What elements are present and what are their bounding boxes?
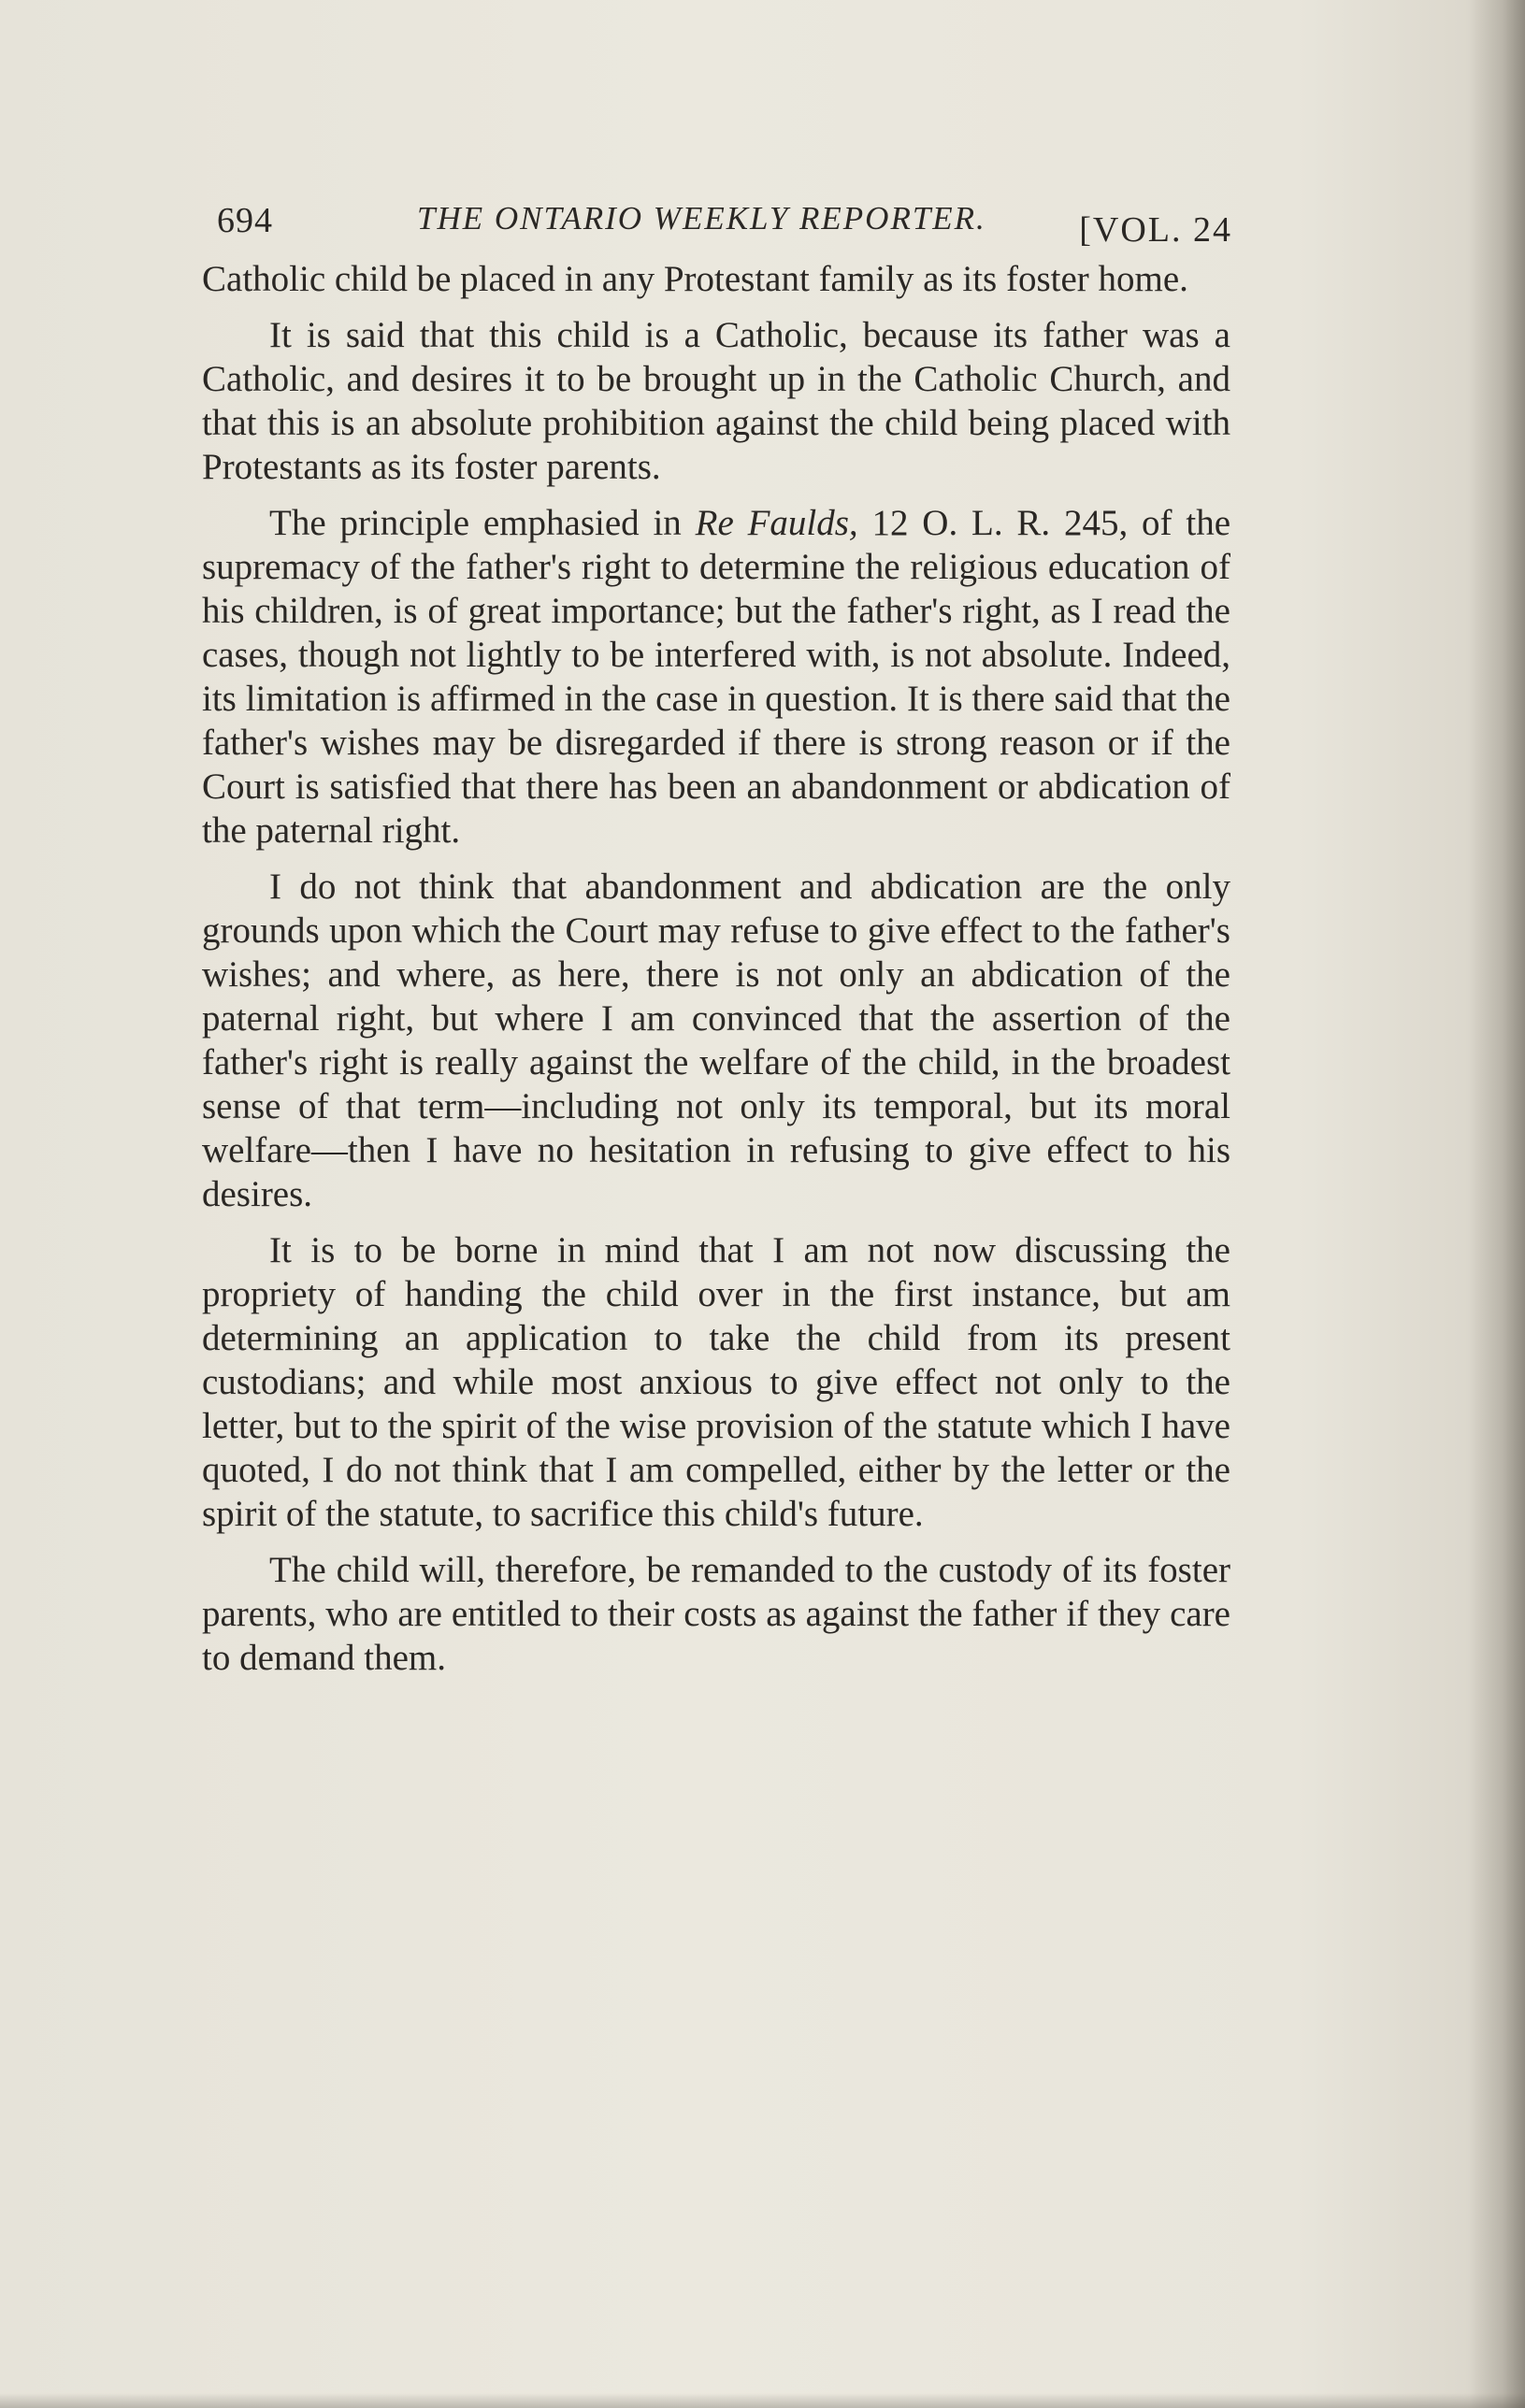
page-bottom-edge bbox=[0, 2393, 1525, 2408]
running-title: THE ONTARIO WEEKLY REPORTER. bbox=[417, 200, 986, 236]
paragraph-4: I do not think that abandonment and abdication are the only grounds upon which the Court may refuse to give effect to the father's wishes; and where, as here, there is not only an abdication of the paternal right, but where I am convinced that the assertion of the father's right is really against the welfare of the child, in the broadest sense of that term—including not only its temporal, but its moral welfare—then I have no hesitation in refusing to give effect to his desires. bbox=[202, 867, 1230, 1214]
page-number: 694 bbox=[217, 201, 273, 240]
paragraph-6: The child will, therefore, be remanded to the custody of its foster parents, who are entitled to their costs as against the father if they care to demand them. bbox=[202, 1550, 1230, 1678]
paragraph-5: It is to be borne in mind that I am not now discussing the propriety of handing the child over in the first instance, but am determining an application to take the child from its present custodians; and while most anxious to give effect not only to the letter, but to the spirit of the wise provision of the statute which I have quoted, I do not think that I am compelled, either by the letter or the spirit of the statute, to sacrifice this child's future. bbox=[202, 1230, 1230, 1534]
paragraph-3-lead: The principle emphasied in bbox=[269, 503, 696, 543]
paragraph-1: Catholic child be placed in any Protestant family as its foster home. bbox=[202, 259, 1188, 299]
spine-shadow bbox=[1469, 0, 1525, 2408]
volume-label: [VOL. 24 bbox=[1079, 210, 1232, 250]
case-citation: Re Faulds, bbox=[695, 503, 858, 543]
paragraph-3-rest: 12 O. L. R. 245, of the supremacy of the father's right to determine the religious education of his children, is of great importance; but the father's right, as I read the cases, though not lightly to be interfered with, is not absolute. Indeed, its limitation is affirmed in the case in question. It is there said that the father's wishes may be disregarded if there is strong reason or if the Court is satisfied that there has been an abandonment or abdication of the paternal right. bbox=[202, 503, 1231, 851]
body-text bbox=[202, 257, 1230, 1692]
paragraph-2: It is said that this child is a Catholic, because its father was a Catholic, and desires it to be brought up in the Catholic Church, and that this is an absolute prohibition against the child being placed with Protestants as its foster parents. bbox=[202, 315, 1230, 487]
running-header bbox=[217, 194, 1232, 260]
paragraph-3 bbox=[202, 501, 1230, 853]
